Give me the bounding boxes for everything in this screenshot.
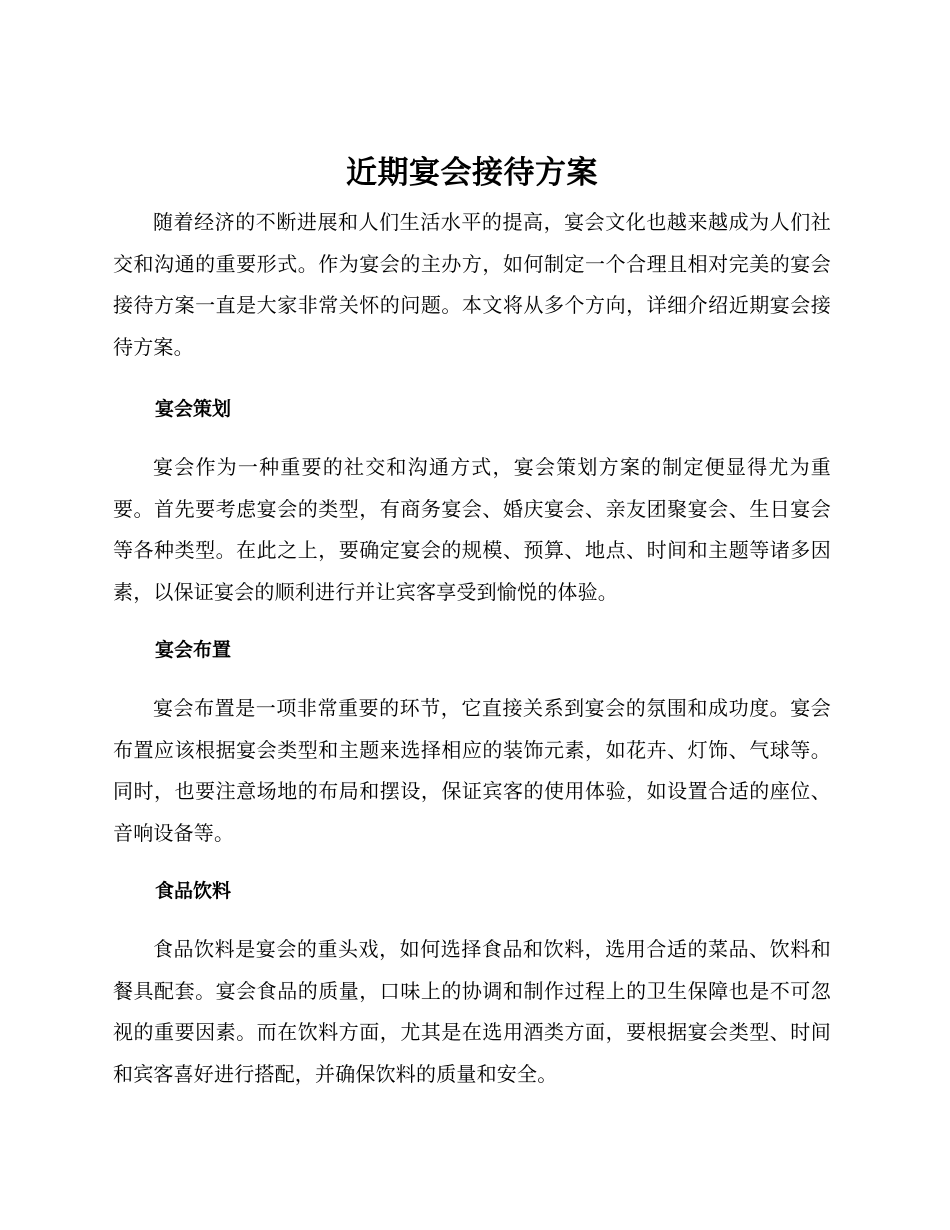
section-heading-banquet-layout: 宴会布置 xyxy=(155,639,232,661)
document-body xyxy=(113,148,831,1095)
section-body-food-beverage: 食品饮料是宴会的重头戏，如何选择食品和饮料，选用合适的菜品、饮料和餐具配套。宴会食品的质量，口味上的协调和制作过程上的卫生保障也是不可忽视的重要因素。而在饮料方面，尤其是在选用酒类方面，要根据宴会类型、时间和宾客喜好进行搭配，并确保饮料的质量和安全。 xyxy=(113,937,831,1086)
section-heading-banquet-planning: 宴会策划 xyxy=(155,398,232,420)
section-heading-food-beverage: 食品饮料 xyxy=(155,880,232,902)
document-title: 近期宴会接待方案 xyxy=(346,155,598,191)
section-body-banquet-planning: 宴会作为一种重要的社交和沟通方式，宴会策划方案的制定便显得尤为重要。首先要考虑宴会的类型，有商务宴会、婚庆宴会、亲友团聚宴会、生日宴会等各种类型。在此之上，要确定宴会的规模、预算、地点、时间和主题等诸多因素，以保证宴会的顺利进行并让宾客享受到愉悦的体验。 xyxy=(113,455,831,604)
intro-paragraph: 随着经济的不断进展和人们生活水平的提高，宴会文化也越来越成为人们社交和沟通的重要形式。作为宴会的主办方，如何制定一个合理且相对完美的宴会接待方案一直是大家非常关怀的问题。本文将从多个方向，详细介绍近期宴会接待方案。 xyxy=(113,210,831,359)
section-body-banquet-layout: 宴会布置是一项非常重要的环节，它直接关系到宴会的氛围和成功度。宴会布置应该根据宴会类型和主题来选择相应的装饰元素，如花卉、灯饰、气球等。同时，也要注意场地的布局和摆设，保证宾客的使用体验，如设置合适的座位、音响设备等。 xyxy=(113,696,831,845)
